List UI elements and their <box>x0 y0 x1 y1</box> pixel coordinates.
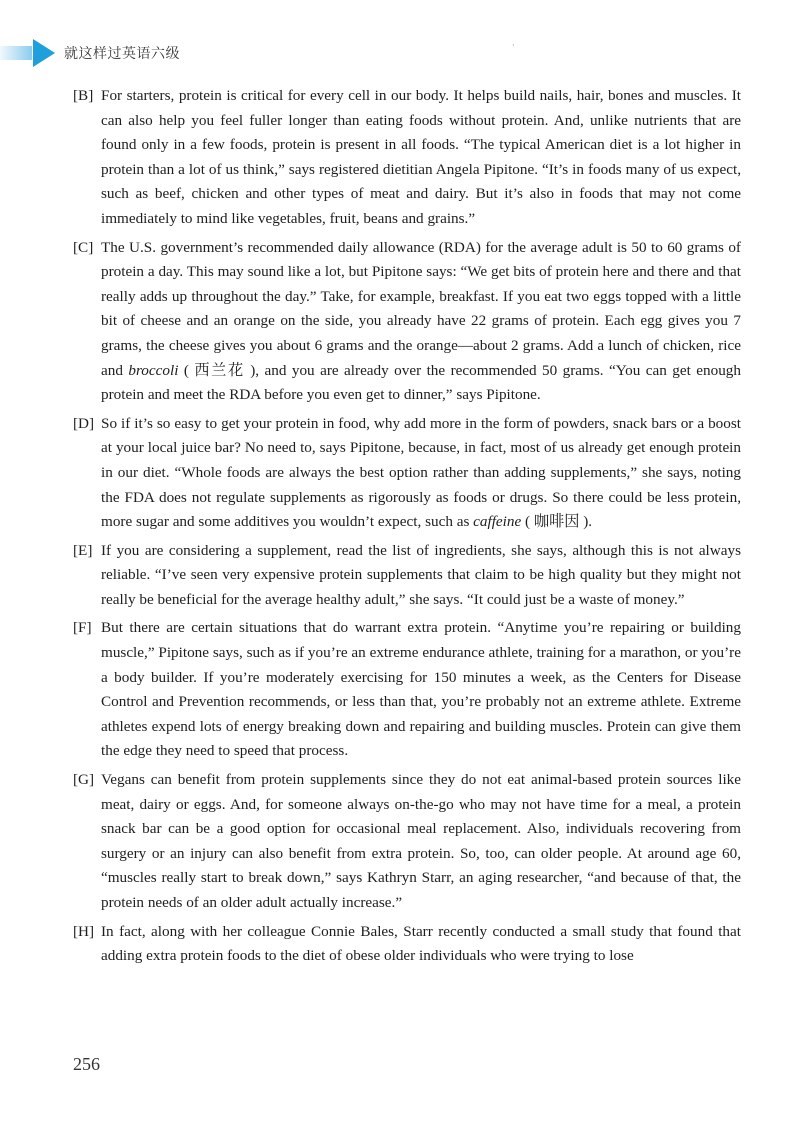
paragraph-label: [G] <box>73 771 95 789</box>
paragraph-text: In fact, along with her colleague Connie Bales, Starr recently conducted a small study that found that adding extra protein foods to the diet of obese older individuals who were trying to lose <box>101 922 741 965</box>
paragraph-e <box>73 539 741 613</box>
paragraph-text: Vegans can benefit from protein supplements since they do not eat animal-based protein sources like meat, dairy or eggs. And, for someone always on-the-go who may not have time for a meal, a protein snack bar can be a good option for occasional meal replacement. Also, individuals recovering from surgery or an injury can also benefit from extra protein. So, too, can older people. At around age 60, “muscles really start to break down,” says Kathryn Starr, an aging researcher, “and because of that, the protein needs of an older adult actually increase.” <box>101 771 741 911</box>
article-body <box>73 84 741 973</box>
paragraph-b <box>73 84 741 232</box>
paragraph-h <box>73 920 741 969</box>
paragraph-label: [B] <box>73 87 94 104</box>
paragraph-f <box>73 616 741 764</box>
paragraph-text: So if it’s so easy to get your protein in food, why add more in the form of powders, snack bars or a boost at your local juice bar? No need to, says Pipitone, because, in fact, most of us already get enough protein in our diet. “Whole foods are always the best option rather than adding supplements,” she says, noting the FDA does not regulate supplements as rigorously as foods or drugs. So there could be less protein, more sugar and some additives you wouldn’t expect, such as <box>101 414 741 531</box>
italic-term: caffeine <box>473 513 522 531</box>
header-gradient-strip <box>0 46 32 60</box>
paragraph-label: [H] <box>73 922 95 940</box>
paragraph-text: But there are certain situations that do warrant extra protein. “Anytime you’re repairing or building muscle,” Pipitone says, such as if you’re an extreme endurance athlete, training for a marathon, or you’re a body builder. If you’re moderately exercising for 150 minutes a week, as the Centers for Disease Control and Prevention recommends, or less than that, you’re probably not an extreme athlete. Extreme athletes expend lots of energy breaking down and repairing and building muscles. Protein can give them the edge they need to speed that process. <box>101 619 741 760</box>
page-header <box>0 37 800 69</box>
paragraph-text-after: ( 咖啡因 ). <box>521 513 593 531</box>
paragraph-label: [E] <box>73 541 93 559</box>
play-arrow-icon <box>33 39 55 67</box>
book-title: 就这样过英语六级 <box>64 46 180 62</box>
paragraph-label: [C] <box>73 238 94 256</box>
paragraph-text: For starters, protein is critical for every cell in our body. It helps build nails, hair, bones and muscles. It can also help you feel fuller longer than eating foods without protein. And, unlike nutrients that are found only in a few foods, protein is present in all foods. “The typical American diet is a lot higher in protein than a lot of us think,” says registered dietitian Angela Pipitone. “It’s in foods many of us expect, such as beef, chicken and other types of meat and dairy. But it’s also in foods that may not come immediately to mind like vegetables, fruit, beans and grains.” <box>101 87 741 227</box>
paragraph-text-after: ( 西兰花 ), and you are already over the recommended 50 grams. “You can get enough protein and meet the RDA before you even get to dinner,” says Pipitone. <box>101 361 741 404</box>
paragraph-label: [D] <box>73 414 95 432</box>
paragraph-d <box>73 412 741 535</box>
paragraph-g <box>73 768 741 916</box>
paragraph-c <box>73 236 741 408</box>
paragraph-label: [F] <box>73 619 92 637</box>
page-number: 256 <box>73 1054 100 1074</box>
paragraph-text: The U.S. government’s recommended daily allowance (RDA) for the average adult is 50 to 60 grams of protein a day. This may sound like a lot, but Pipitone says: “We get bits of protein here and there and that really adds up throughout the day.” Take, for example, breakfast. If you eat two eggs topped with a little bit of cheese and an orange on the side, you already have 22 grams of protein. Each egg gives you 7 grams, the cheese gives you about 6 grams and the orange—about 2 grams. Add a lunch of chicken, rice and <box>101 238 741 379</box>
paragraph-text: If you are considering a supplement, read the list of ingredients, she says, although this is not always reliable. “I’ve seen very expensive protein supplements that claim to be high quality but they might not really be beneficial for the average healthy adult,” she says. “It could just be a waste of money.” <box>101 541 741 608</box>
italic-term: broccoli <box>128 361 179 379</box>
header-dot: · <box>512 41 515 50</box>
